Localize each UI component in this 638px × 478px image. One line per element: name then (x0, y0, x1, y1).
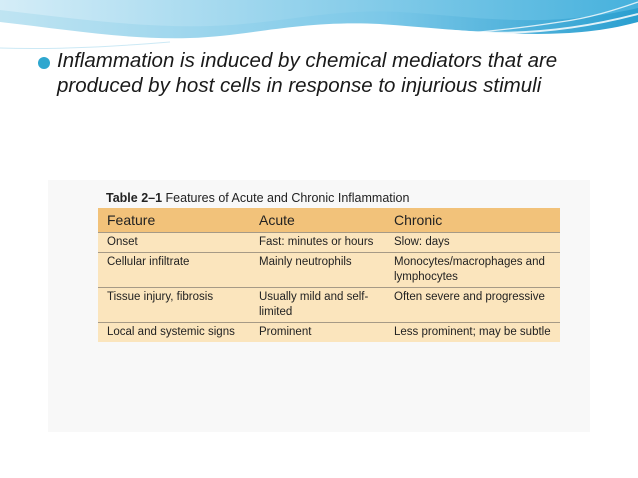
cell-chronic: Less prominent; may be subtle (385, 323, 560, 343)
cell-chronic: Slow: days (385, 233, 560, 253)
bullet-dot-icon (38, 57, 50, 69)
cell-acute: Mainly neutrophils (250, 253, 385, 288)
table-figure (48, 180, 590, 432)
table-caption-title: Features of Acute and Chronic Inflammation (165, 191, 410, 205)
header-chronic: Chronic (385, 208, 560, 233)
table-caption-number: Table 2–1 (106, 191, 163, 205)
cell-feature: Local and systemic signs (98, 323, 250, 343)
cell-acute: Fast: minutes or hours (250, 233, 385, 253)
table-row (98, 253, 560, 288)
table-caption (106, 191, 409, 205)
cell-acute: Usually mild and self-limited (250, 288, 385, 323)
features-table (98, 208, 560, 342)
cell-chronic: Often severe and progressive (385, 288, 560, 323)
header-feature: Feature (98, 208, 250, 233)
table-row (98, 323, 560, 343)
bullet-text: Inflammation is induced by chemical mediators that are produced by host cells in response to injurious stimuli (57, 49, 558, 97)
table-row (98, 288, 560, 323)
cell-chronic: Monocytes/macrophages and lymphocytes (385, 253, 560, 288)
cell-feature: Tissue injury, fibrosis (98, 288, 250, 323)
cell-acute: Prominent (250, 323, 385, 343)
header-acute: Acute (250, 208, 385, 233)
cell-feature: Cellular infiltrate (98, 253, 250, 288)
cell-feature: Onset (98, 233, 250, 253)
table-header-row (98, 208, 560, 233)
table-row (98, 233, 560, 253)
